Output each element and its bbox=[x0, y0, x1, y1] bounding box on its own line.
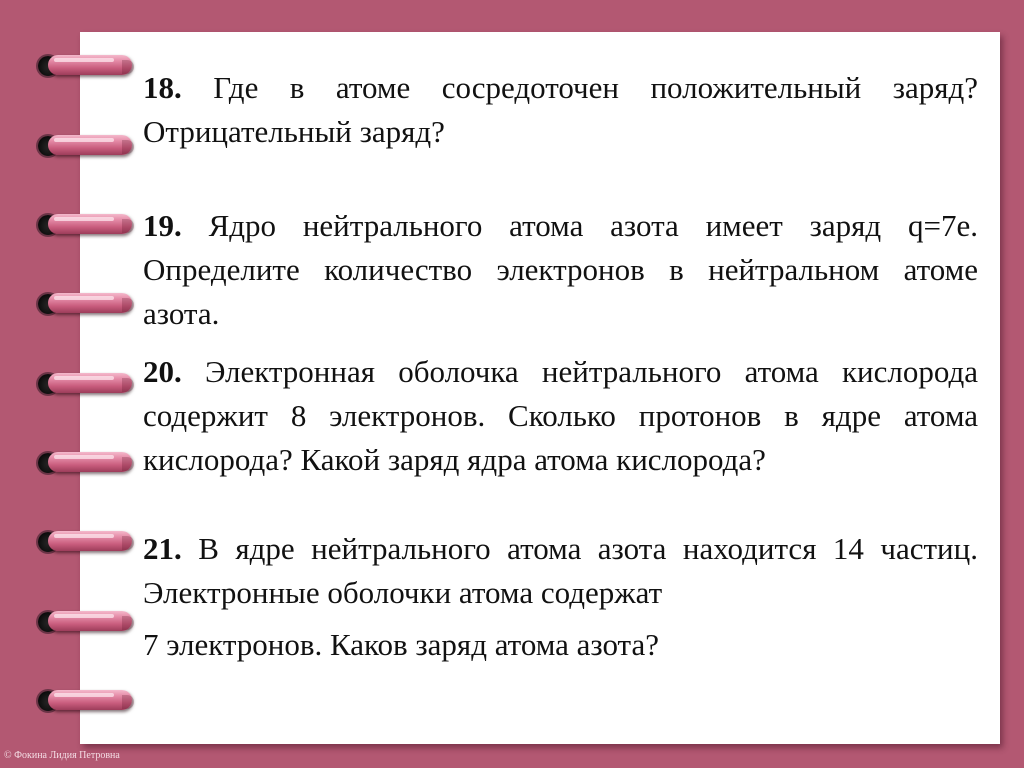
question-number: 19. bbox=[143, 208, 182, 243]
binder-ring-icon bbox=[36, 528, 136, 556]
binder-ring-icon bbox=[36, 52, 136, 80]
question-number: 21. bbox=[143, 531, 182, 566]
binder-ring-icon bbox=[36, 370, 136, 398]
question-text: Где в атоме сосредоточен положительный заряд? Отрицательный заряд? bbox=[143, 70, 978, 149]
question-number: 20. bbox=[143, 354, 182, 389]
question-list bbox=[143, 66, 978, 667]
question-19 bbox=[143, 204, 978, 336]
question-21 bbox=[143, 527, 978, 615]
binder-ring-icon bbox=[36, 608, 136, 636]
binder-ring-icon bbox=[36, 211, 136, 239]
question-text: Электронная оболочка нейтрального атома кислорода содержит 8 электронов. Сколько протонов в ядре атома кислорода? Какой заряд ядра атома кислорода? bbox=[143, 354, 978, 477]
binder-ring-icon bbox=[36, 290, 136, 318]
copyright-footer: © Фокина Лидия Петровна bbox=[4, 750, 120, 761]
question-18 bbox=[143, 66, 978, 154]
question-text: Ядро нейтрального атома азота имеет заряд q=7e. Определите количество электронов в нейтральном атоме азота. bbox=[143, 208, 978, 331]
question-number: 18. bbox=[143, 70, 182, 105]
question-20 bbox=[143, 350, 978, 482]
binder-ring-icon bbox=[36, 687, 136, 715]
binder-ring-icon bbox=[36, 132, 136, 160]
binder-ring-icon bbox=[36, 449, 136, 477]
question-text: В ядре нейтрального атома азота находится 14 частиц. Электронные оболочки атома содержат bbox=[143, 531, 978, 610]
question-21-continuation: 7 электронов. Каков заряд атома азота? bbox=[143, 627, 659, 662]
